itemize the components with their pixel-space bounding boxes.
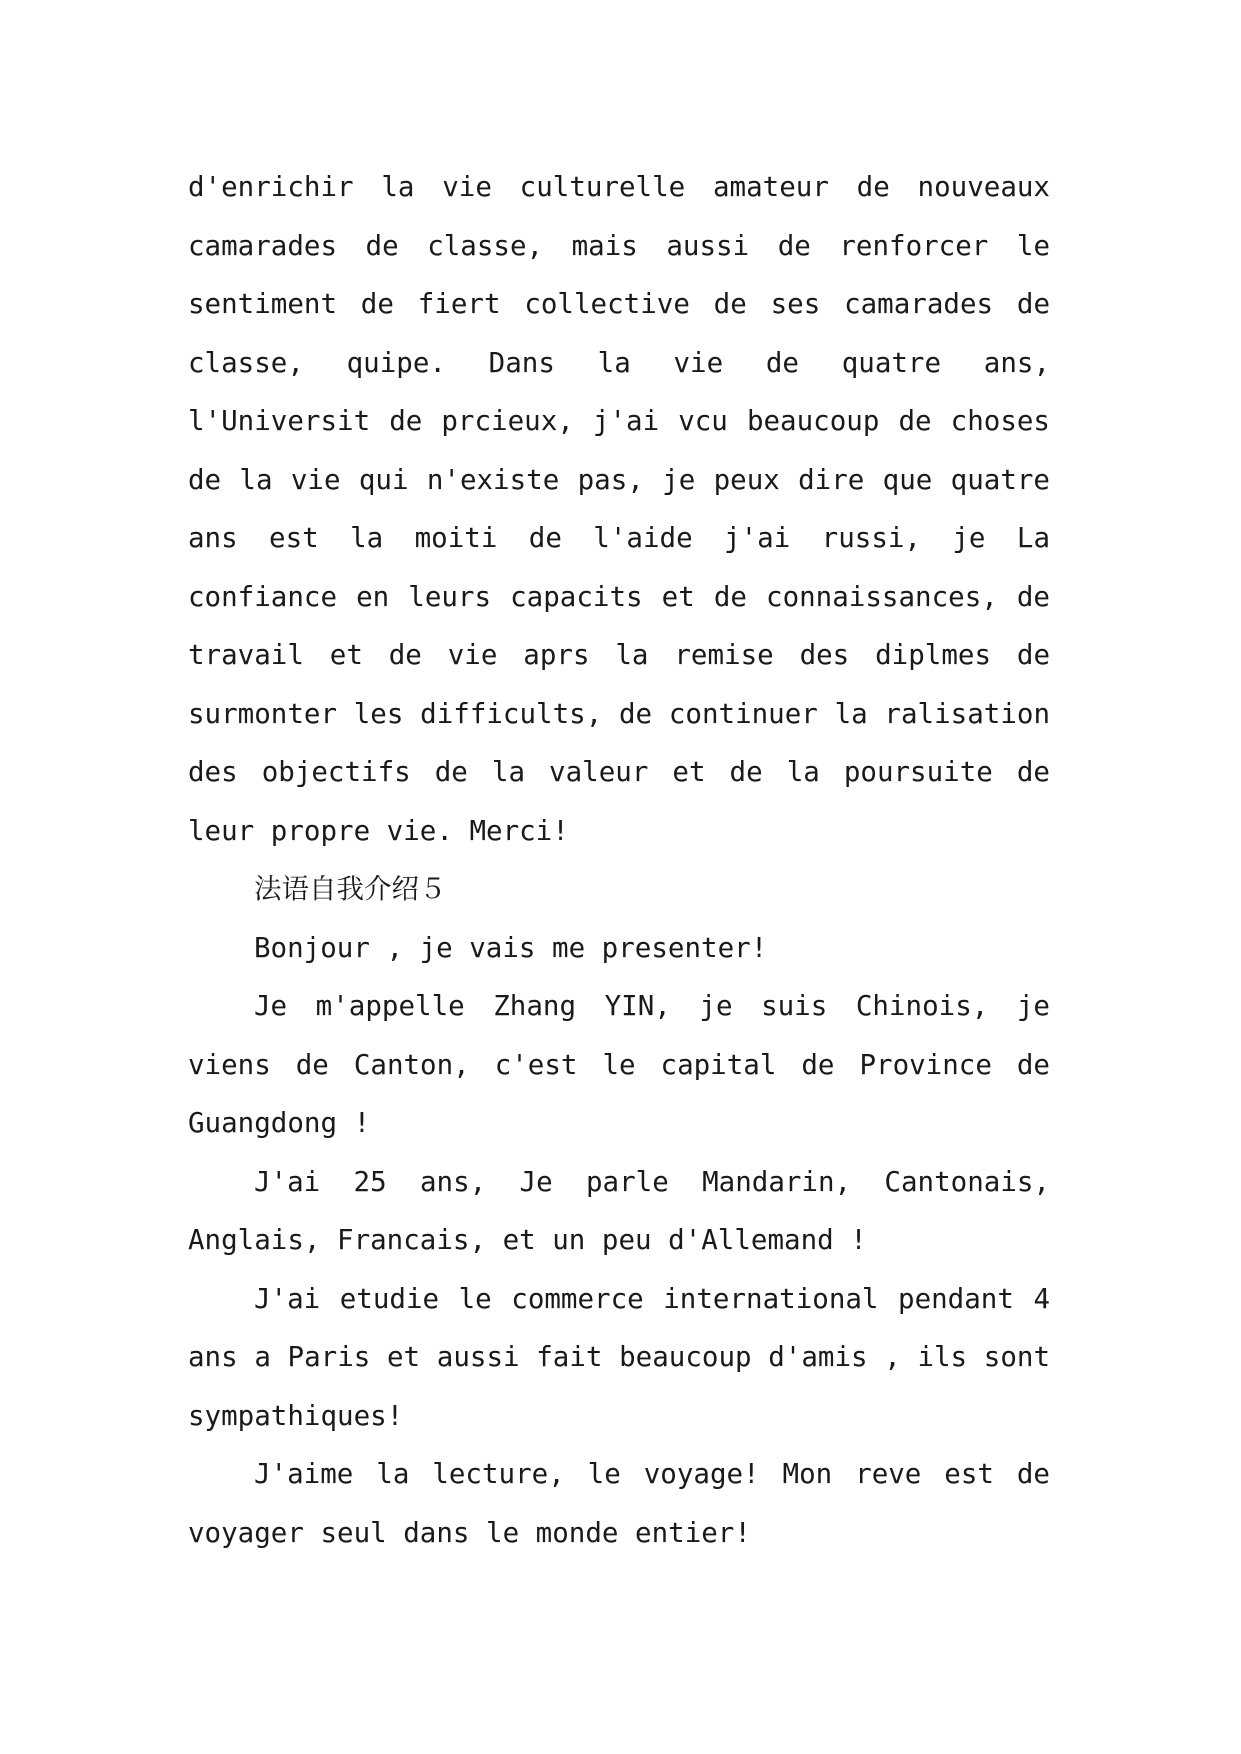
document-body: [188, 158, 1050, 1562]
section-heading: 法语自我介绍５: [254, 873, 447, 905]
paragraph-studies: J'ai etudie le commerce international pendant 4 ans a Paris et aussi fait beaucoup d'amis , ils sont sympathiques!: [188, 1282, 1050, 1432]
paragraph-hobbies: J'aime la lecture, le voyage! Mon reve est de voyager seul dans le monde entier!: [188, 1458, 1050, 1549]
paragraph-greeting: Bonjour , je vais me presenter!: [254, 931, 768, 964]
paragraph-age-languages: J'ai 25 ans, Je parle Mandarin, Cantonais, Anglais, Francais, et un peu d'Allemand !: [188, 1165, 1050, 1256]
paragraph-name-origin: Je m'appelle Zhang YIN, je suis Chinois, je viens de Canton, c'est le capital de Province de Guangdong !: [188, 990, 1050, 1139]
continuation-paragraph: d'enrichir la vie culturelle amateur de nouveaux camarades de classe, mais aussi de renforcer le sentiment de fiert collective de ses camarades de classe, quipe. Dans la vie de quatre ans, l'Universit de prcieux, j'ai vcu beaucoup de choses de la vie qui n'existe pas, je peux dire que quatre ans est la moiti de l'aide j'ai russi, je La confiance en leurs capacits et de connaissances, de travail et de vie aprs la remise des diplmes de surmonter les difficults, de continuer la ralisation des objectifs de la valeur et de la poursuite de leur propre vie. Merci!: [188, 171, 1050, 847]
